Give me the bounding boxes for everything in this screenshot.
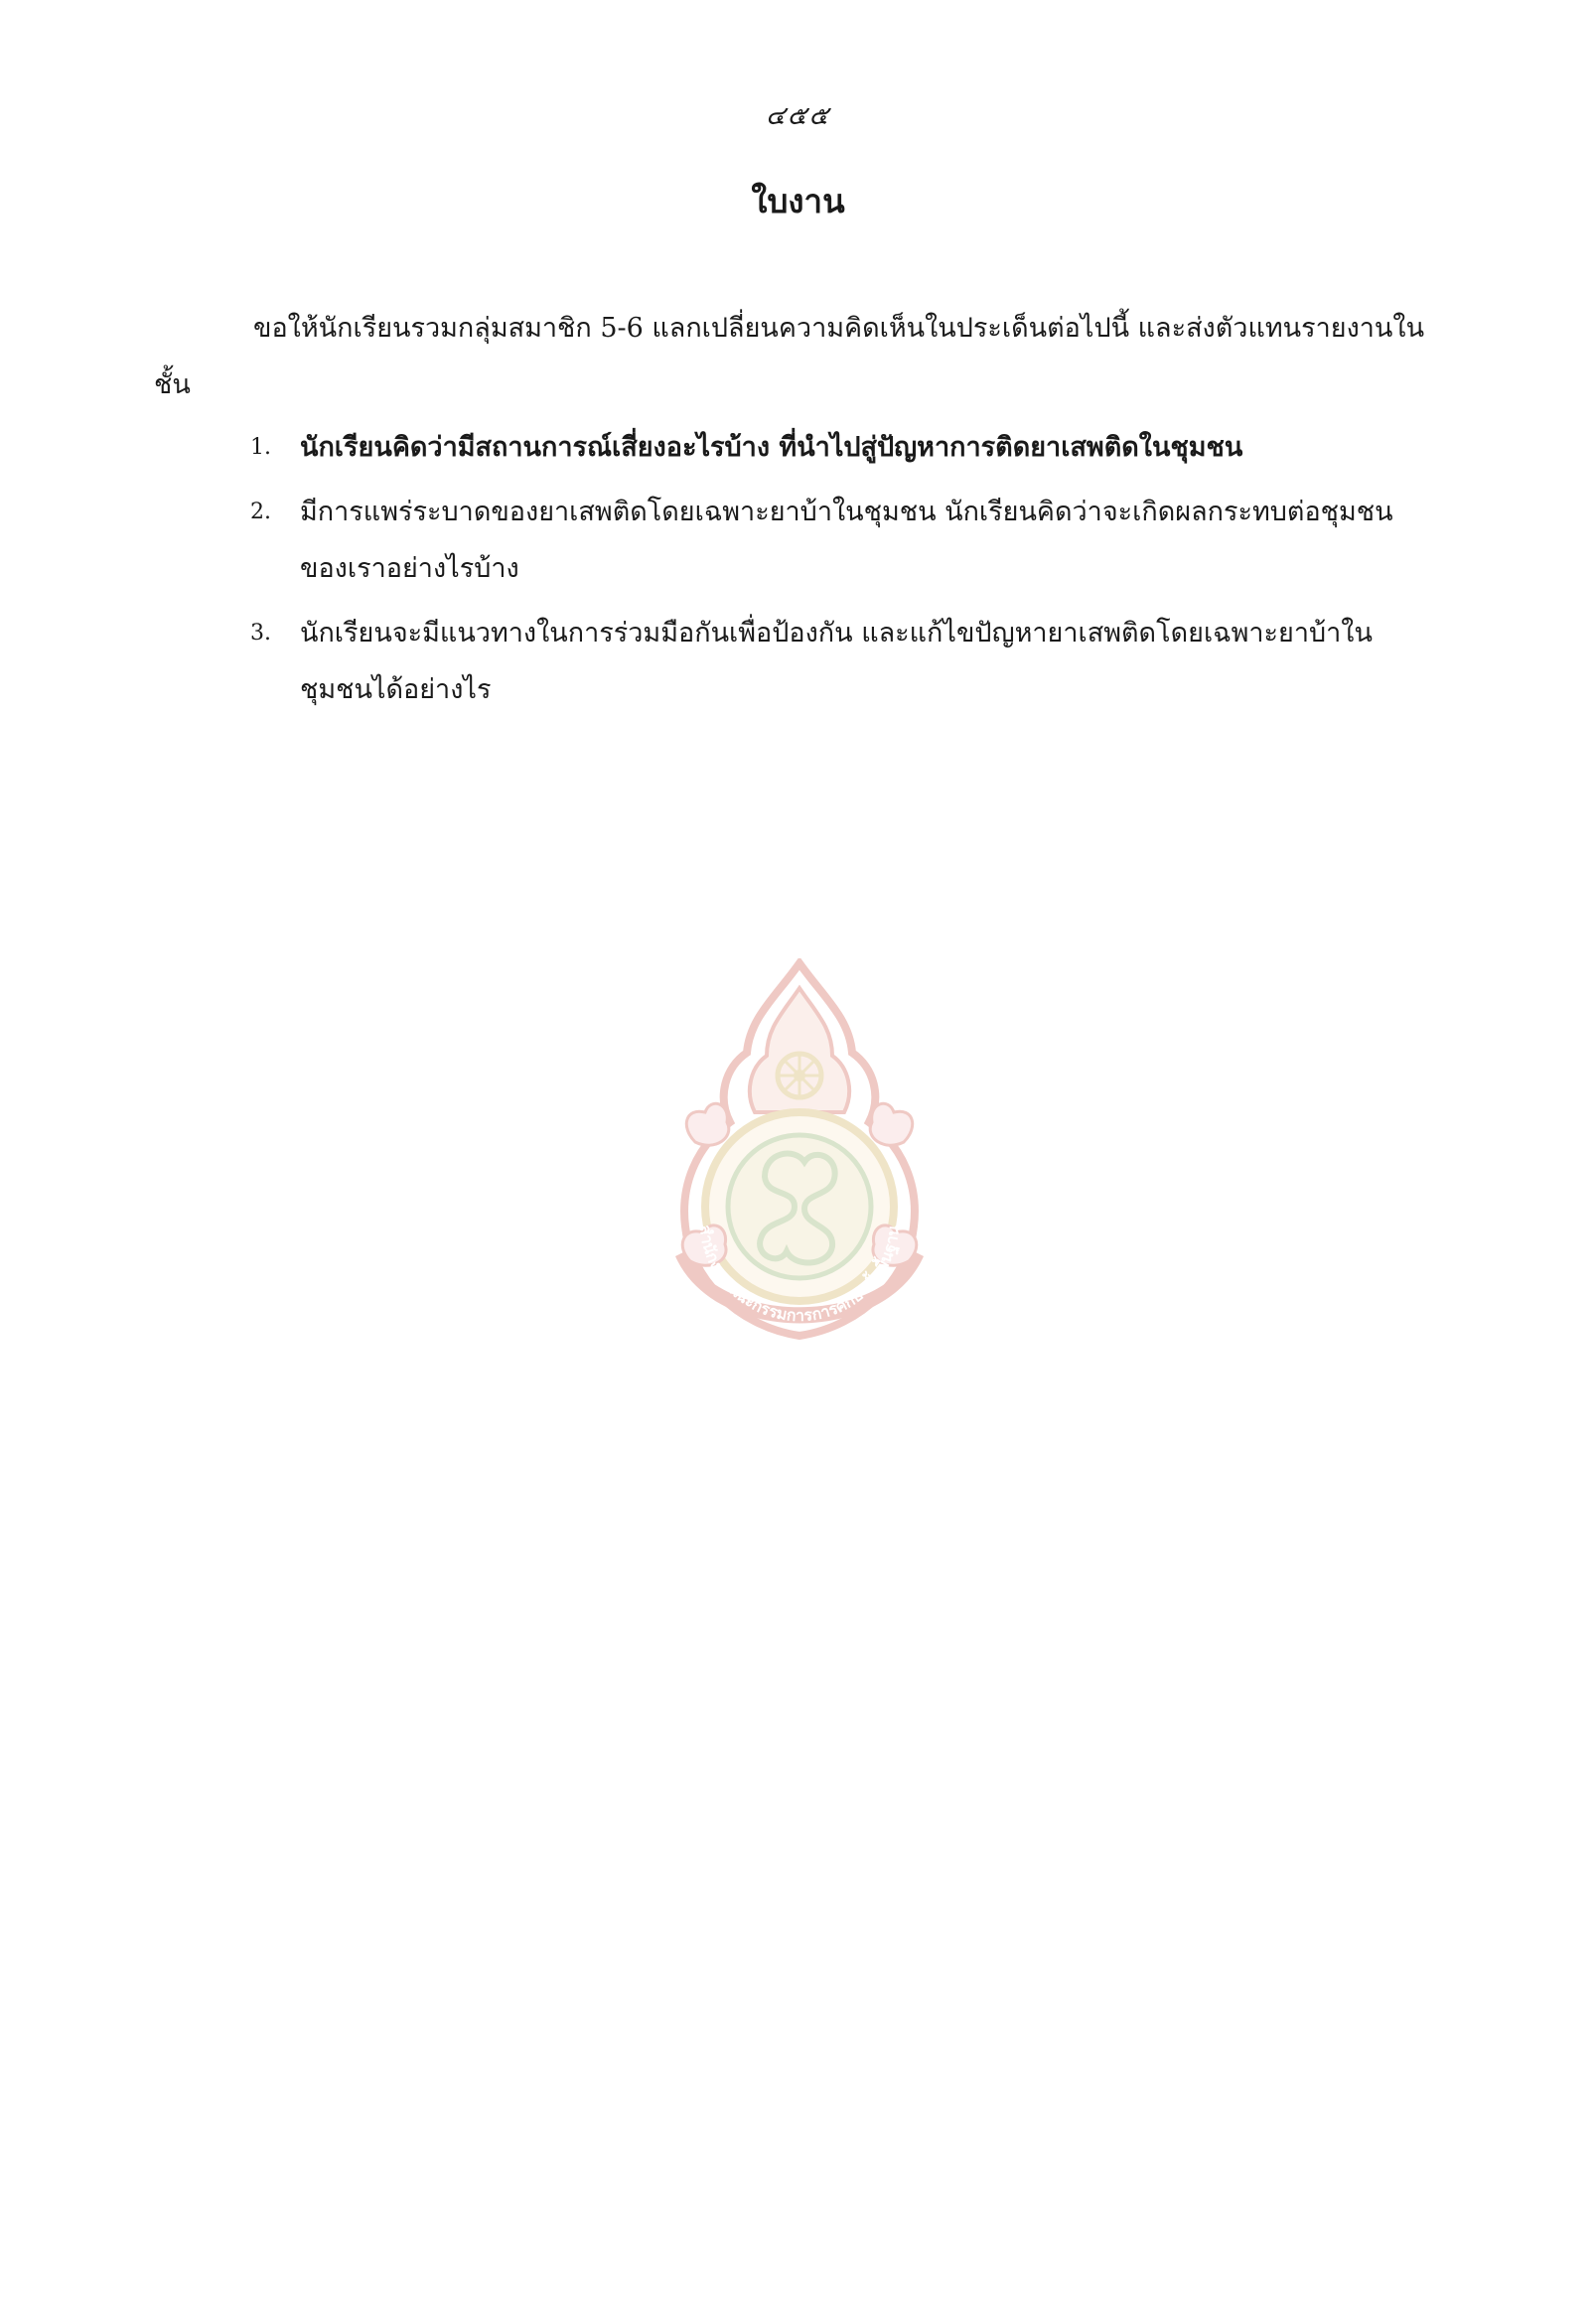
list-item-text: นักเรียนคิดว่ามีสถานการณ์เสี่ยงอะไรบ้าง ที่นำไปสู่ปัญหาการติดยาเสพติดในชุมชน <box>300 432 1243 463</box>
watermark-text: สำนักงานคณะกรรมการการศึกษาขั้นพื้นฐาน <box>695 1223 904 1326</box>
task-list <box>250 419 1437 726</box>
list-item <box>250 419 1437 476</box>
list-item-text: นักเรียนจะมีแนวทางในการร่วมมือกันเพื่อป้องกัน และแก้ไขปัญหายาเสพติดโดยเฉพาะยาบ้าในชุมชนได้อย่างไร <box>300 618 1373 705</box>
list-item <box>250 605 1437 718</box>
list-item-number: 2. <box>250 500 271 524</box>
obec-emblem-icon <box>655 958 943 1356</box>
list-item-number: 3. <box>250 621 271 646</box>
intro-paragraph: ขอให้นักเรียนรวมกลุ่มสมาชิก 5-6 แลกเปลี่ยนความคิดเห็นในประเด็นต่อไปนี้ และส่งตัวแทนรายงานในชั้น <box>154 313 1425 400</box>
list-item-number: 1. <box>250 435 271 460</box>
page-number: ๔๕๕ <box>765 101 831 131</box>
page-title: ใบงาน <box>751 182 845 220</box>
list-item-text: มีการแพร่ระบาดของยาเสพติดโดยเฉพาะยาบ้าในชุมชน นักเรียนคิดว่าจะเกิดผลกระทบต่อชุมชนของเราอย่างไรบ้าง <box>300 497 1393 584</box>
list-item <box>250 484 1437 597</box>
